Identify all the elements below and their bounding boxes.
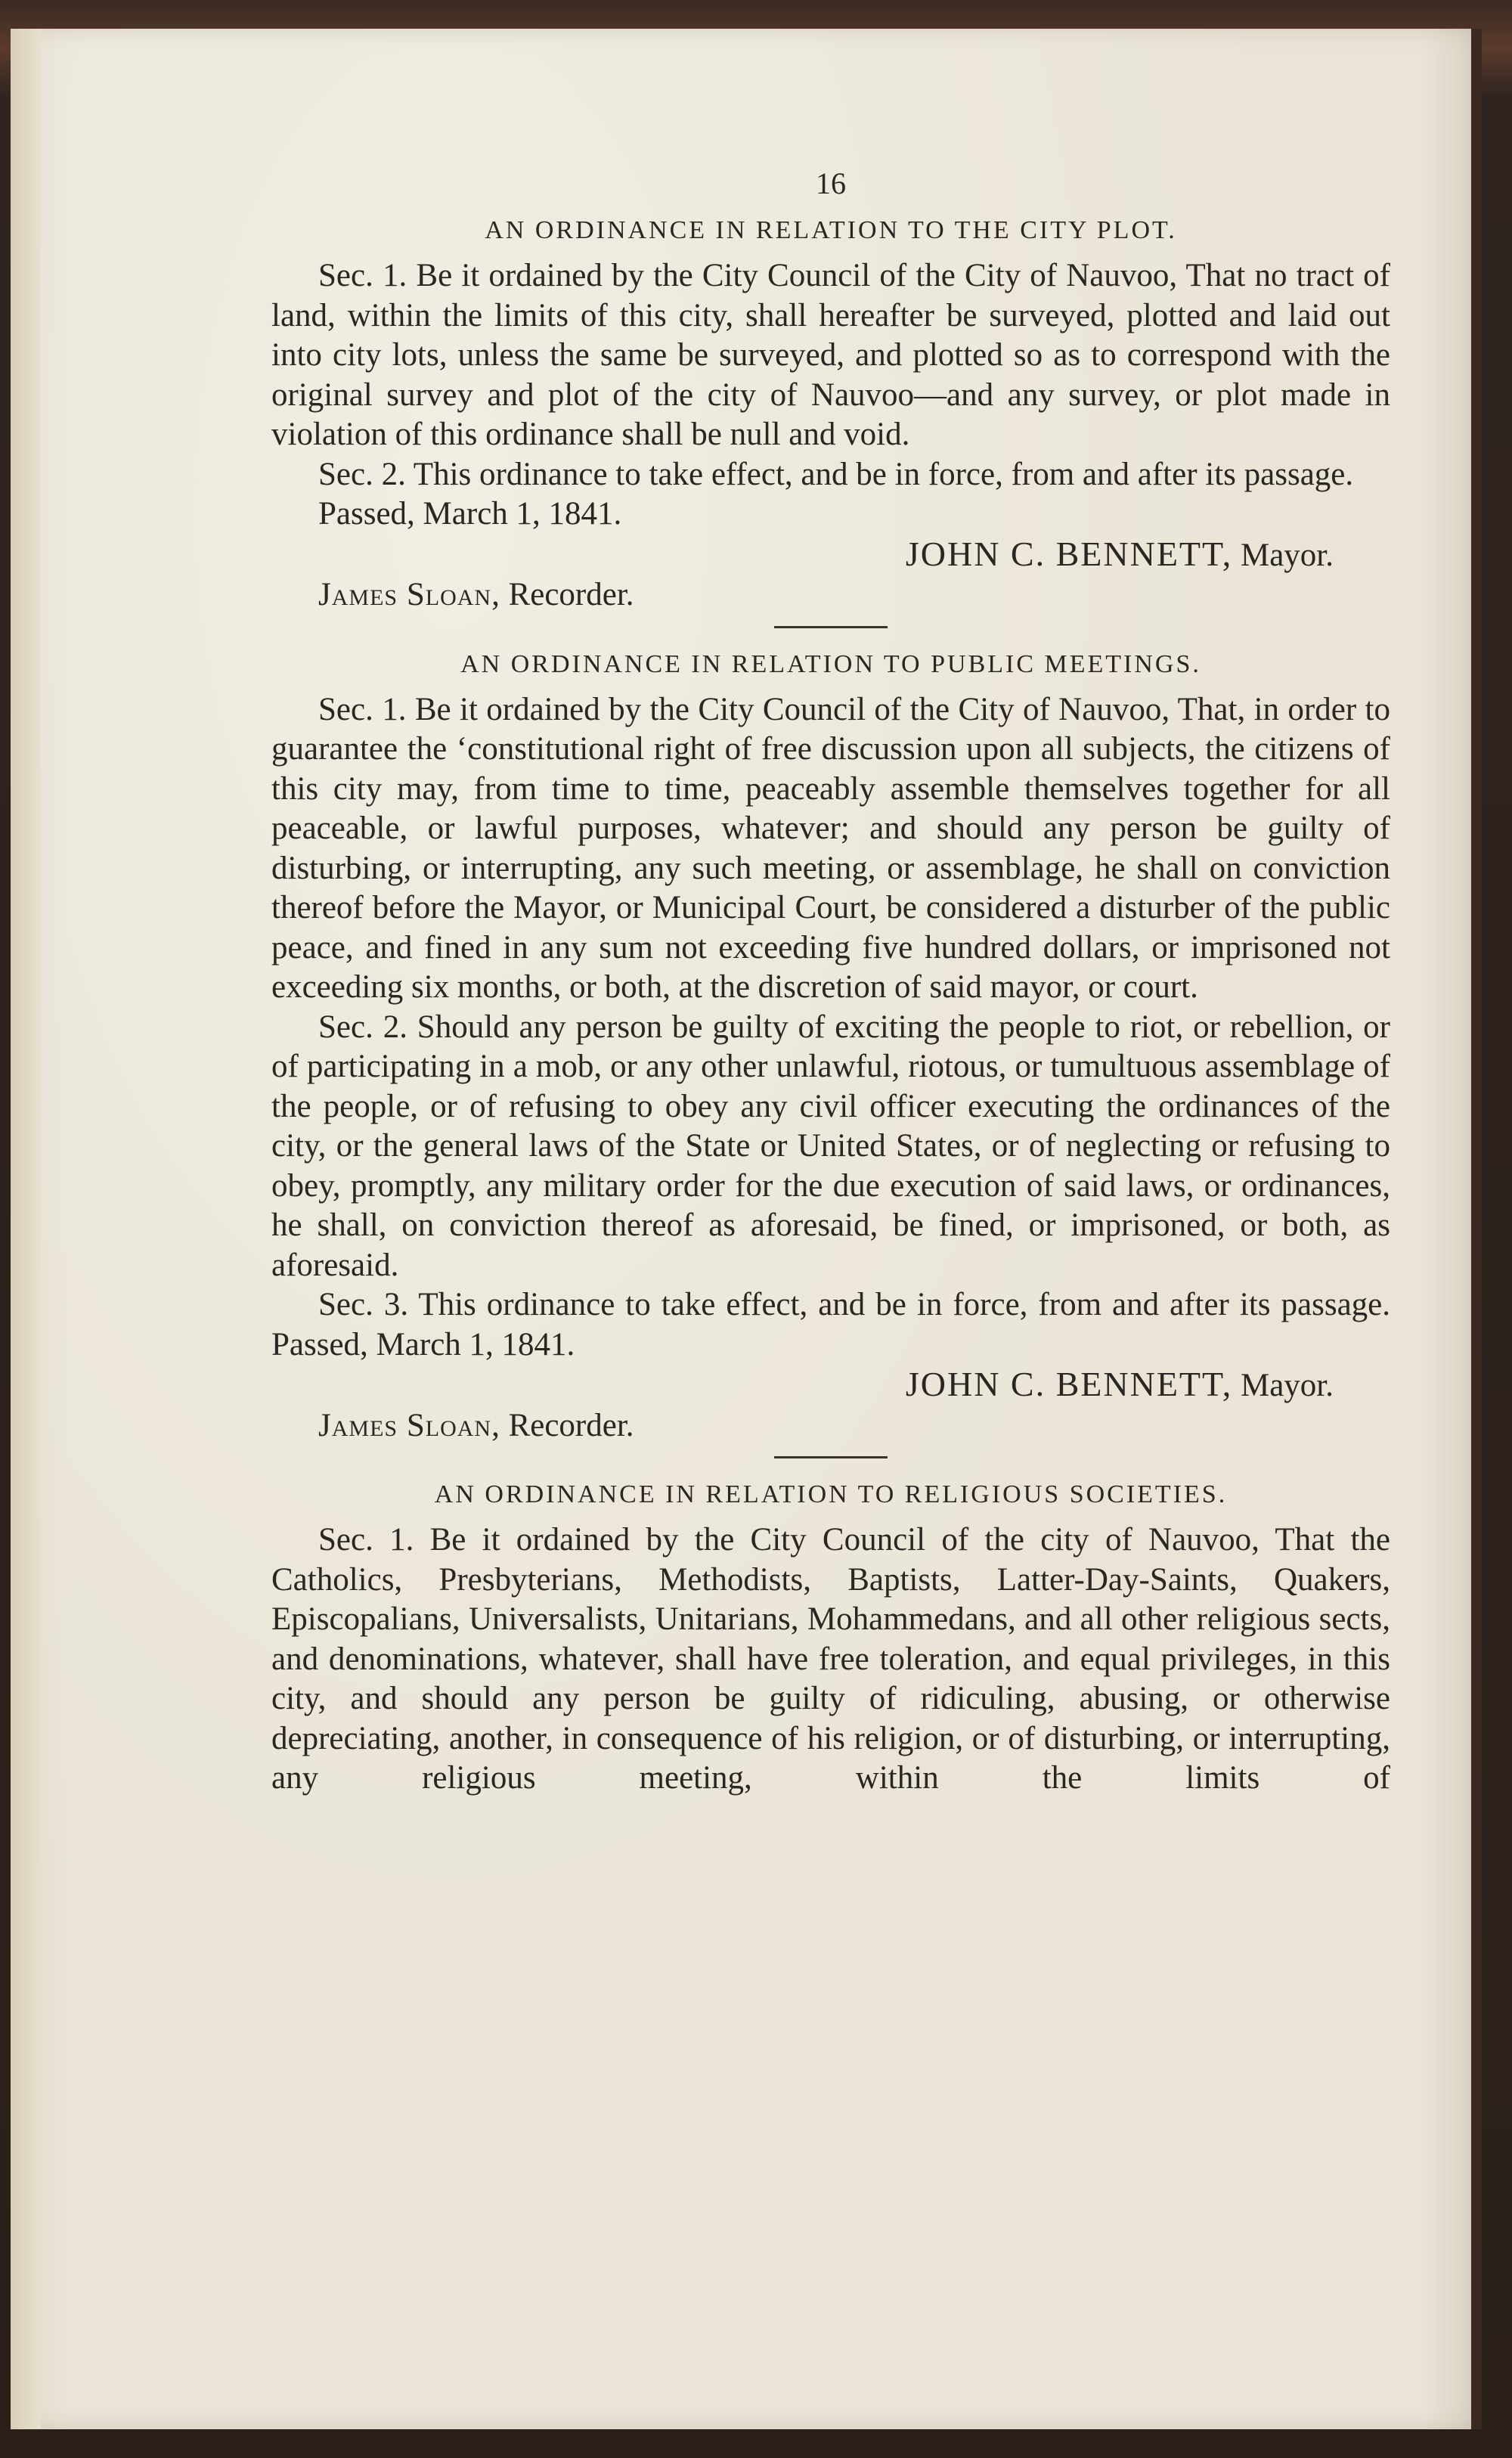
recorder-signature xyxy=(271,1406,1390,1446)
page-number: 16 xyxy=(816,166,846,200)
section-paragraph: Sec. 1. Be it ordained by the City Council of the City of Nauvoo, That, in order to guarantee the ‘constitutional right of free discussion upon all subjects, the citizens of this city may, from time to time, peaceably assemble themselves together for all peaceable, or lawful purposes, whatever; and should any person be guilty of disturbing, or interrupting, any such meeting, or assemblage, he shall on conviction thereof before the Mayor, or Municipal Court, be considered a disturber of the public peace, and fined in any sum not exceeding five hundred dollars, or imprisoned not exceeding six months, or both, at the discretion of said mayor, or court. xyxy=(271,691,1390,1005)
mayor-name: JOHN C. BENNETT, xyxy=(905,534,1233,573)
section-paragraph: Sec. 1. Be it ordained by the City Council of the city of Nauvoo, That the Catholics, Presbyterians, Methodists, Baptists, Latter-Day-Saints, Quakers, Episcopalians, Universalists, Unitarians, Mohammedans, and all other religious sects, and denominations, whatever, shall have free toleration, and equal privileges, in this city, and should any person be guilty of ridiculing, abusing, or otherwise depreciating, another, in consequence of his religion, or of disturbing, or interrupting, any religious meeting, within the limits of xyxy=(271,1522,1390,1796)
cover-edge xyxy=(1471,29,1482,2429)
section-paragraph: Sec. 2. This ordinance to take effect, and be in force, from and after its passage. xyxy=(318,456,1354,492)
ordinance-heading: AN ORDINANCE IN RELATION TO RELIGIOUS SOCIETIES. xyxy=(434,1480,1228,1508)
recorder-name: James Sloan, xyxy=(318,1407,500,1443)
section-divider xyxy=(774,626,888,628)
section-paragraph: Sec. 1. Be it ordained by the City Council of the City of Nauvoo, That no tract of land, within the limits of this city, shall hereafter be surveyed, plotted and laid out into city lots, unless the same be surveyed, and plotted so as to correspond with the original survey and plot of the city of Nauvoo—and any survey, or plot made in violation of this ordinance shall be null and void. xyxy=(271,258,1390,452)
section-paragraph: Sec. 2. Should any person be guilty of exciting the people to riot, or rebellion, or of participating in a mob, or any other unlawful, riotous, or tumultuous assemblage of the people, or of refusing to obey any civil officer executing the ordinances of the city, or the general laws of the State or United States, or of neglecting or refusing to obey, promptly, any military order for the due execution of said laws, or ordinances, he shall, on conviction thereof as aforesaid, be fined, or imprisoned, or both, as aforesaid. xyxy=(271,1009,1390,1283)
section-divider xyxy=(774,1456,888,1458)
mayor-title: Mayor. xyxy=(1240,537,1334,573)
mayor-signature xyxy=(271,535,1390,576)
mayor-name: JOHN C. BENNETT, xyxy=(905,1365,1233,1403)
passed-date: Passed, March 1, 1841. xyxy=(318,496,622,532)
mayor-title: Mayor. xyxy=(1240,1368,1334,1403)
page-text xyxy=(271,161,1431,1799)
recorder-title: Recorder. xyxy=(508,1407,634,1443)
recorder-name: James Sloan, xyxy=(318,577,500,612)
ordinance-heading: AN ORDINANCE IN RELATION TO THE CITY PLOT. xyxy=(485,216,1177,244)
section-paragraph: Sec. 3. This ordinance to take effect, and be in force, from and after its passage. Passed, March 1, 1841. xyxy=(271,1287,1431,1362)
page-gutter xyxy=(11,29,41,2429)
recorder-signature xyxy=(271,575,1390,615)
mayor-signature xyxy=(271,1365,1390,1406)
ordinance-city-plot xyxy=(271,209,1390,615)
book-page xyxy=(11,29,1482,2429)
ordinance-heading: AN ORDINANCE IN RELATION TO PUBLIC MEETINGS. xyxy=(460,649,1201,678)
recorder-title: Recorder. xyxy=(508,577,634,612)
ordinance-religious-societies xyxy=(271,1474,1390,1799)
ordinance-public-meetings xyxy=(271,643,1431,1446)
